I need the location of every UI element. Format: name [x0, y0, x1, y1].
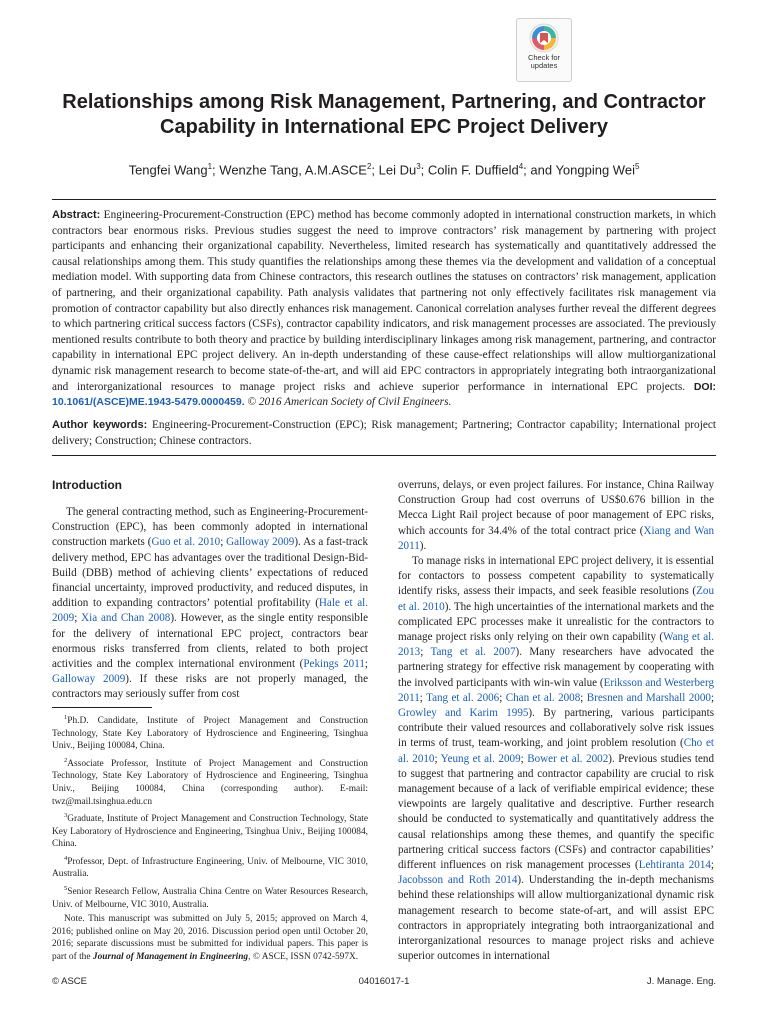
author-line: Tengfei Wang$^1$; Wenzhe Tang, A.M.ASCE$^2$; Lei Du$^3$; Colin F. Duffield$^4$; and Yongping Wei$^5$: [128, 162, 640, 178]
footnote-3: $^3$Graduate, Institute of Project Management and Construction Technology, State Key Laboratory of Hydroscience and Engineering, Tsinghua Univ., Beijing 100084, China.: [52, 812, 368, 850]
doi-link[interactable]: 10.1061/(ASCE)ME.1943-5479.0000459.: [52, 396, 245, 409]
citation-link[interactable]: Tang et al. 2006: [426, 691, 500, 704]
citation-link[interactable]: Bower et al. 2002: [527, 752, 609, 765]
citation-link[interactable]: Eriksson and Westerberg 2011: [398, 676, 714, 704]
citation-link[interactable]: Jacobsson and Roth 2014: [398, 874, 518, 887]
citation-link[interactable]: Lehtiranta 2014: [638, 859, 711, 872]
left-column: [52, 478, 368, 703]
citation-link[interactable]: Zou et al. 2010: [398, 585, 714, 613]
footnote-4: $^4$Professor, Dept. of Infrastructure Engineering, Univ. of Melbourne, VIC 3010, Australia.: [52, 854, 368, 880]
right-column: [398, 478, 714, 965]
citation-link[interactable]: Wang et al. 2013: [398, 631, 715, 659]
citation-link[interactable]: Growley and Karim 1995: [398, 707, 529, 720]
citation-link[interactable]: Pekings 2011: [303, 658, 365, 671]
affiliation-mark: 3: [416, 162, 421, 171]
affiliation-mark: 4: [518, 162, 524, 171]
journal-name: Journal of Management in Engineering: [92, 951, 249, 962]
body-paragraph: overruns, delays, or even project failures. For instance, China Railway Construction Group had cost overruns of US$0.676 billion in the Mecca Light Rail project because of poor management of EPC risks, which accounts for 34.4% of the total contract price (Xiang and Wan 2011).: [398, 479, 715, 552]
badge-label: Check for updates: [527, 53, 561, 70]
author-name: Colin F. Duffield: [427, 162, 519, 178]
crossmark-icon: [529, 23, 559, 53]
submission-note: Note. This manuscript was submitted on July 5, 2015; approved on March 4, 2016; published online on May 20, 2016. Discussion period open until October 20, 2016; separate discussions must be submitted for individual papers. This paper is part of the Journal of Management in Engineering, © ASCE, ISSN 0742-597X.: [52, 913, 368, 962]
citation-link[interactable]: Cho et al. 2010: [398, 737, 714, 765]
footnote-1: $^1$Ph.D. Candidate, Institute of Project Management and Construction Technology, State Key Laboratory of Hydroscience and Engineering, Tsinghua Univ., Beijing 100084, China.: [52, 714, 368, 752]
affiliation-mark: 1: [207, 162, 213, 171]
affiliation-mark: 5: [634, 162, 640, 171]
citation-link[interactable]: Hale et al. 2009: [52, 597, 369, 625]
citation-link[interactable]: Bresnen and Marshall 2000: [586, 691, 711, 704]
footnote-rule: [52, 707, 152, 708]
copyright-notice: © 2016 American Society of Civil Engineers.: [247, 396, 452, 409]
affiliation-mark: 2: [366, 162, 372, 171]
author-name: Tengfei Wang: [128, 162, 208, 178]
abstract-label: Abstract:: [52, 209, 101, 221]
citation-link[interactable]: Galloway 2009: [52, 673, 126, 686]
intro-paragraph: The general contracting method, such as Engineering-Procurement-Construction (EPC), has been commonly adopted in international construction markets (Guo et al. 2010; Galloway 2009). As a fast-track delivery method, EPC has advantages over the traditional Design-Bid-Build (DBB) method of achieving clients’ expectations of reduced financial uncertainty, improved productivity, and reduced disputes, in addition to expanding contractors’ potential profitability (Hale et al. 2009; Xia and Chan 2008). However, as the single entity responsible for the delivery of international EPC project, contractors bear enormous risks transferred from clients, related to both project activities and the complex international environment (Pekings 2011; Galloway 2009). If these risks are not properly managed, the contractors may seriously suffer from cost: [52, 506, 369, 701]
keywords-label: Author keywords:: [52, 419, 148, 431]
citation-link[interactable]: Xiang and Wan 2011: [398, 524, 715, 552]
doi-label: DOI:: [693, 380, 716, 393]
citation-link[interactable]: Xia and Chan 2008: [81, 612, 171, 625]
abstract: [52, 208, 716, 411]
footer-journal: J. Manage. Eng.: [646, 976, 716, 987]
top-rule: [52, 199, 716, 200]
paper-title: Relationships among Risk Management, Partnering, and Contractor Capability in International EPC Project Delivery: [62, 91, 706, 138]
citation-link[interactable]: Tang et al. 2007: [430, 646, 516, 659]
author-name: Wenzhe Tang, A.M.ASCE: [219, 162, 367, 178]
citation-link[interactable]: Guo et al. 2010: [151, 536, 221, 549]
abstract-bottom-rule: [52, 455, 716, 456]
author-name: Lei Du: [378, 162, 417, 178]
abstract-text: Engineering-Procurement-Construction (EPC) method has become commonly adopted in international construction markets, in which contractors bear enormous risks. Previous studies suggest the need to improve contractors’ risk management by partnering with project participants and enhancing their organizational capability. Nevertheless, limited research has systematically and quantitatively addressed the causal relationships among them. This study quantifies the relationships among these themes via the development and validation of a conceptual mediation model. With supporting data from Chinese contractors, this research outlines the statuses on contractors’ risk management, application of partnering, and their organizational capability. Path analysis validates that partnering not only effectively facilitates risk management via promotion of contractor capability but also directly enhances risk management. Canonical correlation analyses further reveal the different degrees to which partnering critical success factors (CSFs), contractor capability indicators, and risk management processes are associated. The previously mentioned results contribute to both theory and practice by building interdisciplinary linkages among risk management, partnering, and contractor capability in international EPC project delivery. An in-depth understanding of these cause-effect relationships will allow multiorganizational dynamic risk management research to become state-of-the-art, and will aid EPC contractors in appropriately integrating both intraorganizational and interorganizational resources to manage project risks and achieve superior performance in international EPC projects.: [52, 209, 716, 393]
check-for-updates-badge[interactable]: [516, 18, 572, 82]
section-heading: Introduction: [52, 478, 122, 492]
citation-link[interactable]: Galloway 2009: [226, 536, 295, 549]
footnote-2: $^2$Associate Professor, Institute of Project Management and Construction Technology, State Key Laboratory of Hydroscience and Engineering, Tsinghua Univ., Beijing 100084, China (corresponding author). E-mail: twz@mail.tsinghua.edu.cn: [52, 756, 368, 807]
footer-article-number: 04016017-1: [358, 976, 410, 987]
footnotes: [52, 712, 368, 965]
author-keywords: [52, 418, 716, 449]
footnote-5: $^5$Senior Research Fellow, Australia China Centre on Water Resources Research, Univ. of Melbourne, VIC 3010, Australia.: [52, 884, 368, 910]
footer-copyright: © ASCE: [52, 976, 87, 987]
author-name: Yongping Wei: [555, 162, 635, 178]
keywords-text: Engineering-Procurement-Construction (EPC); Risk management; Partnering; Contractor capability; International project delivery; Construction; Chinese contractors.: [52, 419, 716, 447]
body-paragraph: To manage risks in international EPC project delivery, it is essential for contactors to possess competent capability to systematically identify risks, assess their impacts, and seek feasible resolutions (Zou et al. 2010). The high uncertainties of the international markets and the complicated EPC processes make it unrealistic for the contractors to manage project risks only relying on their own capability (Wang et al. 2013; Tang et al. 2007). Many researchers have advocated the partnering strategy for effective risk management by cooperating with the involved participants with win-win value (Eriksson and Westerberg 2011; Tang et al. 2006; Chan et al. 2008; Bresnen and Marshall 2000; Growley and Karim 1995). By partnering, various participants contribute their valued resources and collaboratively solve risk issues in terms of trust, team-working, and joint problem resolution (Cho et al. 2010; Yeung et al. 2009; Bower et al. 2002). Previous studies tend to suggest that partnering and contractor capability are crucial to risk management because of a lack of verifiable empirical evidence; these viewpoints are largely qualitative and descriptive. Further research should be conducted to systematically and quantitatively address the causal relationships among these themes, and quantify the specific partnering critical success factors (CSFs) and contractor capabilities’ different influences on risk management processes (Lehtiranta 2014; Jacobsson and Roth 2014). Understanding the in-depth mechanisms behind these relationships will allow multiorganizational dynamic risk management research to become state-of-art, and will assist EPC contractors in appropriately integrating both intraorganizational and interorganizational resources to manage project risks and achieve superior outcomes in international: [398, 555, 715, 963]
citation-link[interactable]: Chan et al. 2008: [505, 691, 581, 704]
citation-link[interactable]: Yeung et al. 2009: [440, 752, 521, 765]
